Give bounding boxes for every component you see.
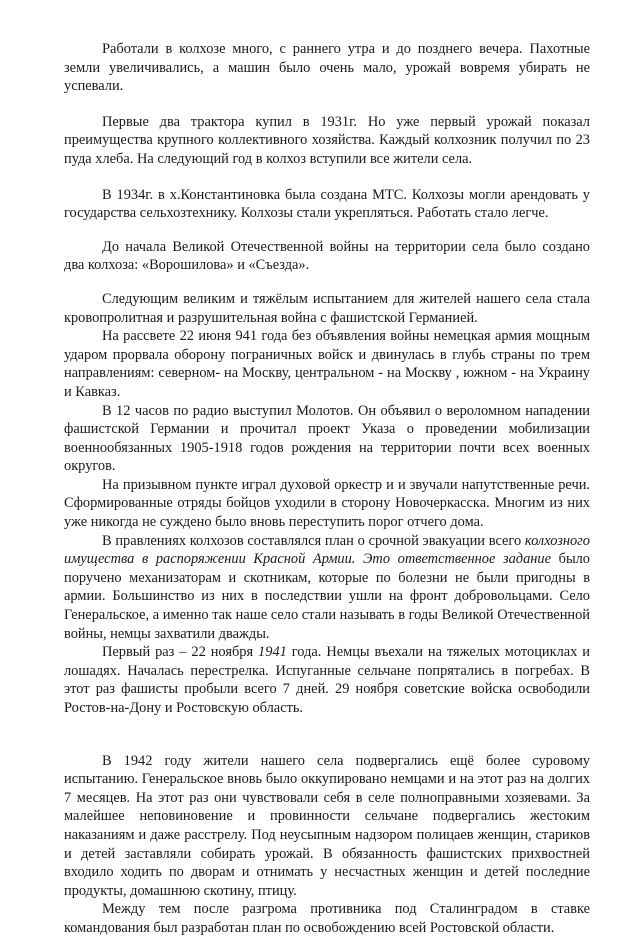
paragraph-kolkhoz-work: Работали в колхозе много, с раннего утра и до позднего вечера. Пахотные земли увеличивались, а машин было очень мало, урожай вовремя убирать не успевали.: [64, 41, 590, 95]
paragraph-june-22: На рассвете 22 июня 941 года без объявления войны немецкая армия мощным ударом прорвала оборону пограничных войск и двинулась в глубь страны по трем направлениям: северном- на Москву, центральном - на Москву , южном - на Украину и Кавказ.: [64, 328, 590, 400]
paragraph-mts: В 1934г. в х.Константиновка была создана МТС. Колхозы могли арендовать у государства сельхозтехнику. Колхозы стали укрепляться. Работать стало легче.: [64, 186, 590, 222]
paragraph-two-kolkhozes: До начала Великой Отечественной войны на территории села было создано два колхоза: «Ворошилова» и «Съезда».: [64, 238, 590, 274]
paragraph-molotov: В 12 часов по радио выступил Молотов. Он объявил о вероломном нападении фашистской Германии и прочитал проект Указа о проведении мобилизации военнообязанных 1905-1918 годов рождения на территории почти всех военных округов.: [64, 402, 590, 475]
paragraph-first-tractors: Первые два трактора купил в 1931г. Но уже первый урожай показал преимущества крупного коллективного хозяйства. Каждый колхозник получил по 23 пуда хлеба. На следующий год в колхоз вступили все жители села.: [64, 113, 590, 167]
paragraph-war-begins: Следующим великим и тяжёлым испытанием для жителей нашего села стала кровопролитная и разрушительная война с фашистской Германией.: [64, 290, 590, 326]
paragraph-evacuation: В правлениях колхозов составлялся план о срочной эвакуации всего колхозного имущества в распоряжении Красной Армии. Это ответственное задание было поручено механизаторам и скотникам, которые по болезни не были пригодны в армии. Большинство из них в последствии ушли на фронт добровольцами. Село Генеральское, а именно так наше село стали называть в годы Великой Отечественной войны, немцы захватили дважды.: [64, 532, 590, 642]
paragraph-liberation-plan: Между тем после разгрома противника под Сталинградом в ставке командования был разработан план по освобождению всей Ростовской области.: [64, 901, 590, 936]
paragraph-first-occupation: Первый раз – 22 ноября 1941 года. Немцы въехали на тяжелых мотоциклах и лошадях. Началась перестрелка. Испуганные сельчане попрятались в погребах. В этот раз фашисты пробыли всего 7 дней. 29 ноября советские войска освободили Ростов-на-Дону и Ростовскую область.: [64, 644, 590, 716]
paragraph-recruitment: На призывном пункте играл духовой оркестр и и звучали напутственные речи. Сформированные отряды бойцов уходили в сторону Новочеркасска. Многим из них уже никогда не суждено было вновь переступить порог отчего дома.: [64, 476, 590, 531]
paragraph-second-occupation: В 1942 году жители нашего села подвергались ещё более суровому испытанию. Генеральское вновь было оккупировано немцами и на этот раз на долгих 7 месяцев. На этот раз они чувствовали себя в селе полноправными хозяевами. За малейшее неповиновение и провинности сельчане подвергались жестоким наказаниям и даже расстрелу. Под неусыпным надзором полицаев женщин, стариков и детей заставляли собирать урожай. В обязанность фашистских прихвостней входило ходить по дворам и отнимать у несчастных женщин и детей последние продукты, домашнюю скотину, птицу.: [64, 752, 590, 899]
